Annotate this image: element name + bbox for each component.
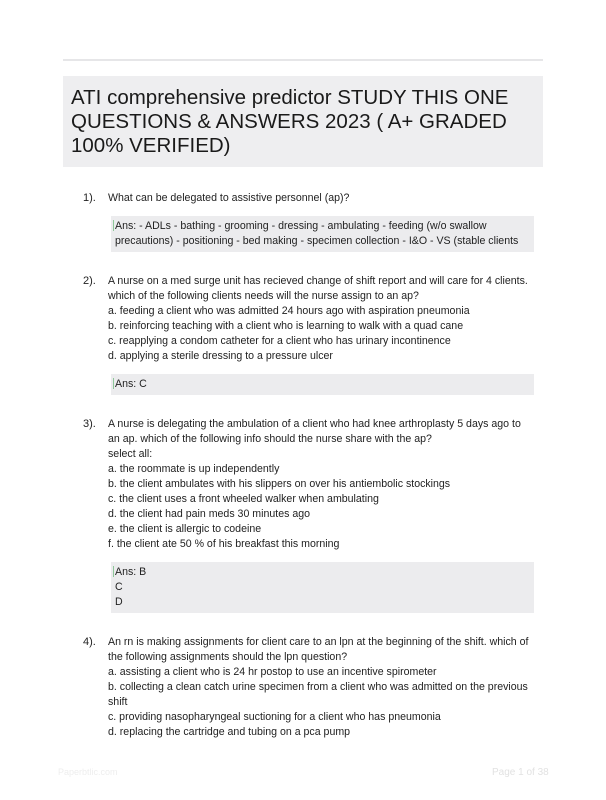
- option-b-continued: shift: [108, 696, 128, 708]
- top-divider: [63, 59, 543, 61]
- answer-line: Ans: B: [115, 566, 147, 578]
- question-text: [108, 635, 538, 740]
- answer-marker: [113, 378, 114, 389]
- option-c: c. providing nasopharyngeal suctioning for a client who has pneumonia: [108, 711, 441, 723]
- question-text: [108, 417, 538, 552]
- option-a: a. feeding a client who was admitted 24 hours ago with aspiration pneumonia: [108, 305, 470, 317]
- title-box: [63, 76, 543, 167]
- answer-line: Ans: - ADLs - bathing - grooming - dressing - ambulating - feeding (w/o swallow: [115, 220, 487, 232]
- question-number: 1).: [83, 192, 96, 204]
- option-b: b. the client ambulates with his slippers on over his antiembolic stockings: [108, 478, 451, 490]
- option-f: f. the client ate 50 % of his breakfast this morning: [108, 538, 340, 550]
- question-number: 3).: [83, 418, 96, 430]
- page-indicator: Page 1 of 38: [492, 767, 549, 778]
- answer-box-3: [111, 562, 534, 613]
- answer-marker: [113, 220, 114, 231]
- question-number: 2).: [83, 275, 96, 287]
- question-line: which of the following clients needs will the nurse assign to an ap?: [108, 290, 419, 302]
- watermark: Paperbtlic.com: [58, 767, 118, 777]
- question-line: select all:: [108, 448, 153, 460]
- answer-line: D: [115, 596, 123, 608]
- option-d: d. the client had pain meds 30 minutes ago: [108, 508, 311, 520]
- option-b: b. collecting a clean catch urine specimen from a client who was admitted on the previous: [108, 681, 528, 693]
- question-text: [108, 191, 538, 206]
- option-a: a. the roommate is up independently: [108, 463, 280, 475]
- question-line: What can be delegated to assistive personnel (ap)?: [108, 192, 350, 204]
- question-line: An rn is making assignments for client care to an lpn at the beginning of the shift. which of: [108, 636, 529, 648]
- question-line: the following assignments should the lpn question?: [108, 651, 348, 663]
- document-title: ATI comprehensive predictor STUDY THIS ONE QUESTIONS & ANSWERS 2023 ( A+ GRADED 100% VERIFIED): [71, 86, 509, 157]
- option-d: d. replacing the cartridge and tubing on a pca pump: [108, 726, 351, 738]
- answer-line: Ans: C: [115, 378, 147, 390]
- question-number: 4).: [83, 636, 96, 648]
- option-a: a. assisting a client who is 24 hr postop to use an incentive spirometer: [108, 666, 437, 678]
- question-line: A nurse on a med surge unit has recieved change of shift report and will care for 4 clients.: [108, 275, 528, 287]
- answer-line: precautions) - positioning - bed making - specimen collection - I&O - VS (stable clients: [115, 235, 519, 247]
- question-text: [108, 274, 538, 364]
- option-c: c. the client uses a front wheeled walker when ambulating: [108, 493, 379, 505]
- option-c: c. reapplying a condom catheter for a client who has urinary incontinence: [108, 335, 451, 347]
- question-line: an ap. which of the following info should the nurse share with the ap?: [108, 433, 432, 445]
- answer-line: C: [115, 581, 123, 593]
- option-d: d. applying a sterile dressing to a pressure ulcer: [108, 350, 333, 362]
- answer-marker: [113, 566, 114, 577]
- option-b: b. reinforcing teaching with a client who is learning to walk with a quad cane: [108, 320, 464, 332]
- answer-box-1: [111, 216, 534, 252]
- option-e: e. the client is allergic to codeine: [108, 523, 262, 535]
- answer-box-2: [111, 374, 534, 395]
- question-line: A nurse is delegating the ambulation of a client who had knee arthroplasty 5 days ago to: [108, 418, 521, 430]
